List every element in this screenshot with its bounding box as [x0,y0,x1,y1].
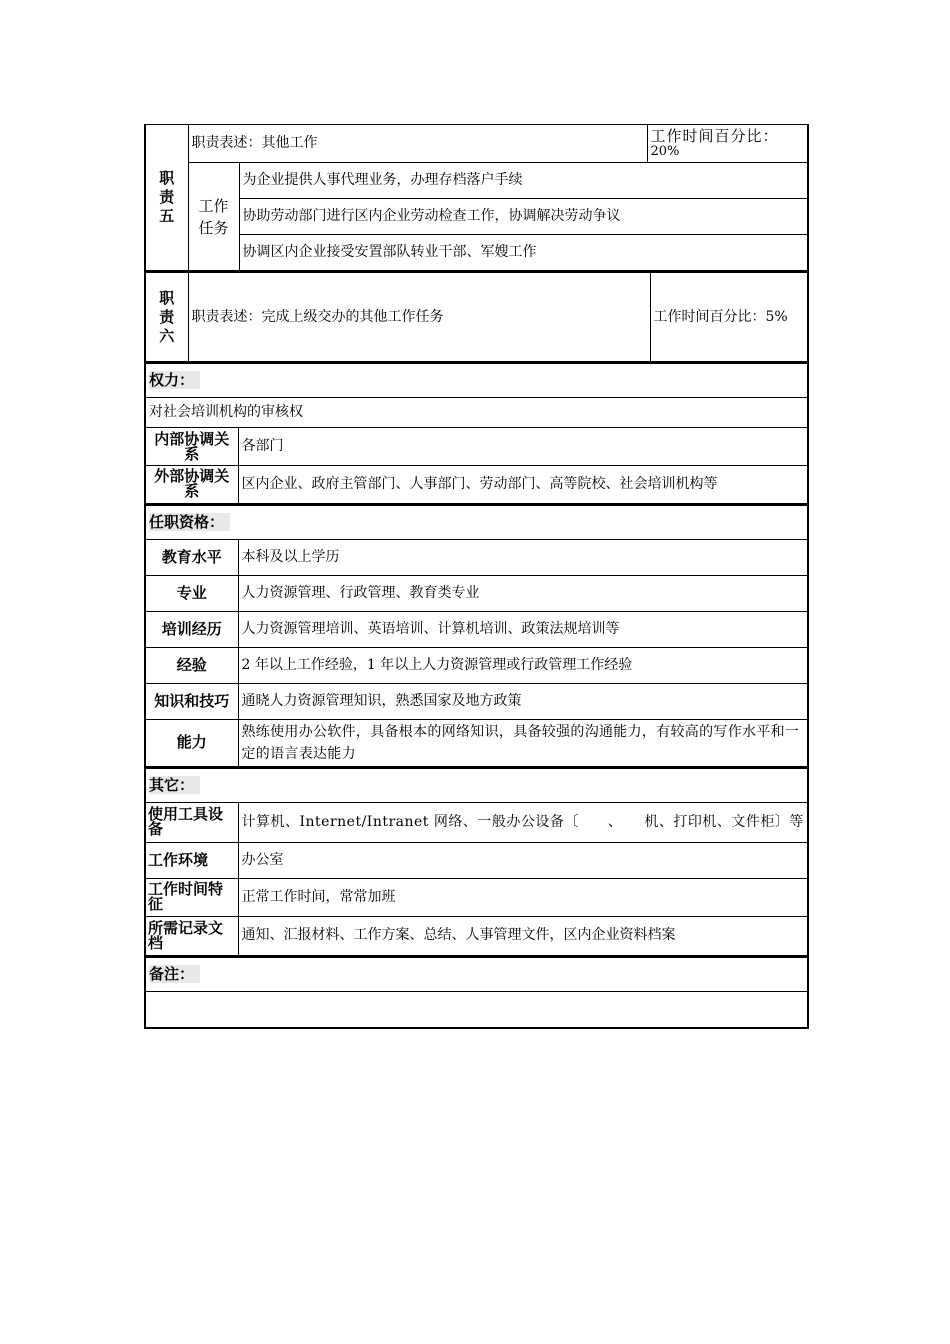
job-description-page [144,124,807,1029]
external-relations-value: 区内企业、政府主管部门、人事部门、劳动部门、高等院校、社会培训机构等 [238,466,808,504]
qual-knowledge-label: 知识和技巧 [145,683,238,719]
notes-heading-text: 备注： [149,965,200,983]
other-worktime-value: 正常工作时间，常常加班 [238,878,808,916]
qualifications-table [144,505,809,768]
other-worktime-label: 工作时间特征 [145,878,238,916]
duty6-statement: 职责表述：完成上级交办的其他工作任务 [188,272,650,362]
duty5-statement: 职责表述：其他工作 [188,125,647,163]
qual-education-value: 本科及以上学历 [238,539,808,575]
duty5-time [647,125,808,163]
qual-training-label: 培训经历 [145,611,238,647]
notes-heading [145,958,808,992]
qual-ability-value: 熟练使用办公软件，具备根本的网络知识，具备较强的沟通能力，有较高的写作水平和一定的语言表达能力 [238,719,808,767]
qual-major-value: 人力资源管理、行政管理、教育类专业 [238,575,808,611]
duty5-label: 职 责 五 [145,125,188,271]
qual-experience-value: 2 年以上工作经验，1 年以上人力资源管理或行政管理工作经验 [238,647,808,683]
other-tools-label: 使用工具设备 [145,802,238,842]
qual-education-label: 教育水平 [145,539,238,575]
others-table [144,768,809,958]
internal-relations-label: 内部协调关系 [145,428,238,466]
authority-heading [145,364,808,398]
other-records-label: 所需记录文档 [145,916,238,956]
others-heading [145,768,808,802]
qualifications-heading-text: 任职资格： [149,513,230,531]
other-environment-value: 办公室 [238,842,808,878]
notes-content [145,992,808,1028]
authority-content: 对社会培训机构的审核权 [145,398,808,428]
notes-table [144,957,809,1029]
external-relations-label: 外部协调关系 [145,466,238,504]
other-tools-value: 计算机、Internet/Intranet 网络、一般办公设备〔 、 机、打印机、文件柜〕等 [238,802,808,842]
internal-relations-value: 各部门 [238,428,808,466]
duty5-task-1: 为企业提供人事代理业务，办理存档落户手续 [239,163,808,199]
duty5-task-2: 协助劳动部门进行区内企业劳动检查工作，协调解决劳动争议 [239,199,808,235]
duty5-task-3: 协调区内企业接受安置部队转业干部、军嫂工作 [239,235,808,271]
duty5-time-value: 20% [650,143,680,159]
other-environment-label: 工作环境 [145,842,238,878]
duty5-table [144,124,809,271]
duty5-time-label: 工作时间百分比： [650,126,779,145]
qual-training-value: 人力资源管理培训、英语培训、计算机培训、政策法规培训等 [238,611,808,647]
authority-table [144,363,809,505]
other-records-value: 通知、汇报材料、工作方案、总结、人事管理文件，区内企业资料档案 [238,916,808,956]
authority-heading-text: 权力： [149,371,200,389]
duty5-task-label: 工作 任务 [188,163,239,271]
qual-ability-label: 能力 [145,719,238,767]
qual-knowledge-value: 通晓人力资源管理知识，熟悉国家及地方政策 [238,683,808,719]
duty6-label: 职 责 六 [145,272,188,362]
duty6-time: 工作时间百分比：5% [650,272,808,362]
duty6-table [144,271,809,363]
qualifications-heading [145,505,808,539]
qual-experience-label: 经验 [145,647,238,683]
others-heading-text: 其它： [149,776,200,794]
qual-major-label: 专业 [145,575,238,611]
